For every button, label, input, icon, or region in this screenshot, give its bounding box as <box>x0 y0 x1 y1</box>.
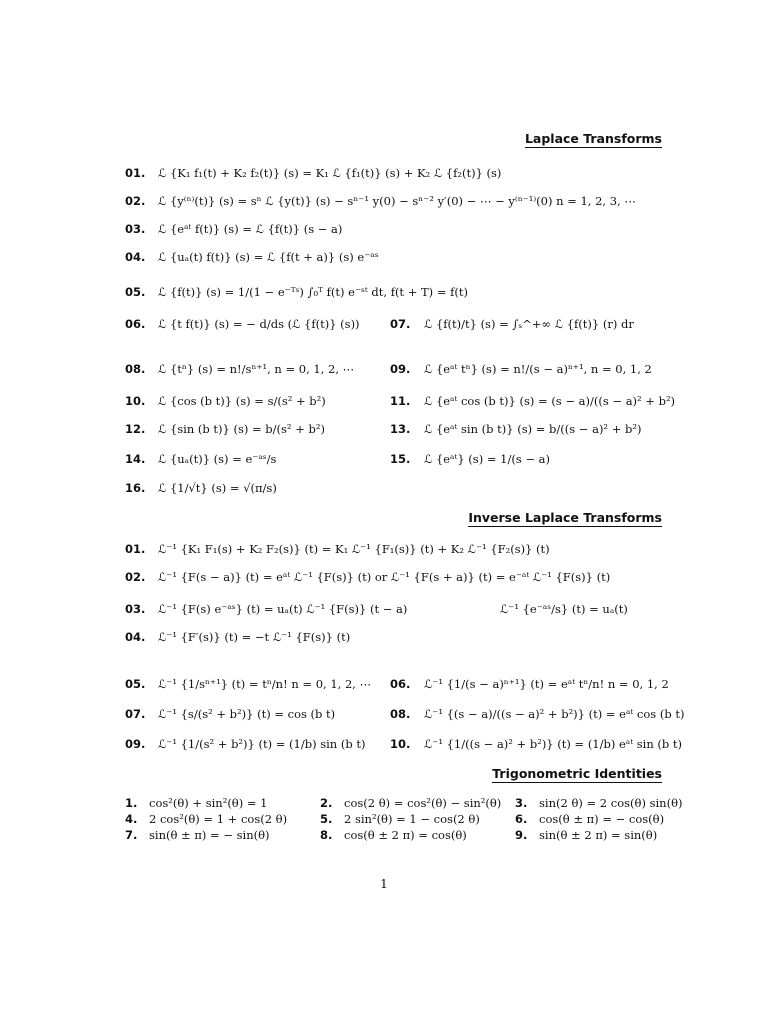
formula: ℒ⁻¹ {1/(s² + b²)} (t) = (1/b) sin (b t) <box>158 737 366 751</box>
formula: ℒ {cos (b t)} (s) = s/(s² + b²) <box>158 394 326 408</box>
item-number: 12. <box>125 422 146 436</box>
formula: sin(θ ± 2 π) = sin(θ) <box>539 828 658 842</box>
formula: ℒ {t f(t)} (s) = − d/ds (ℒ {f(t)} (s)) <box>158 317 360 331</box>
formula: ℒ⁻¹ {F(s) e⁻ᵃˢ} (t) = uₐ(t) ℒ⁻¹ {F(s)} (t − a) <box>158 602 408 616</box>
formula: cos²(θ) + sin²(θ) = 1 <box>149 796 268 810</box>
item-number: 1. <box>125 796 138 810</box>
item-number: 14. <box>125 452 146 466</box>
item-number: 11. <box>390 394 411 408</box>
formula: cos(θ ± π) = − cos(θ) <box>539 812 665 826</box>
trig-identity <box>125 828 270 842</box>
formula: ℒ {eᵃᵗ sin (b t)} (s) = b/((s − a)² + b²) <box>424 422 642 436</box>
item-number: 01. <box>125 166 146 180</box>
item-number: 04. <box>125 250 146 264</box>
item-number: 15. <box>390 452 411 466</box>
trig-identity <box>320 796 501 810</box>
trig-identity <box>515 828 657 842</box>
item-number: 9. <box>515 828 528 842</box>
formula: ℒ {eᵃᵗ cos (b t)} (s) = (s − a)/((s − a)² + b²) <box>424 394 676 408</box>
formula: ℒ {sin (b t)} (s) = b/(s² + b²) <box>158 422 325 436</box>
item-number: 01. <box>125 542 146 556</box>
formula: ℒ {eᵃᵗ tⁿ} (s) = n!/(s − a)ⁿ⁺¹, n = 0, 1, 2 <box>424 362 652 376</box>
formula: ℒ {tⁿ} (s) = n!/sⁿ⁺¹, n = 0, 1, 2, ⋯ <box>158 362 355 376</box>
item-number: 16. <box>125 481 146 495</box>
trig-identity <box>125 812 287 826</box>
item-number: 6. <box>515 812 528 826</box>
formula: ℒ {f(t)} (s) = 1/(1 − e⁻ᵀˢ) ∫₀ᵀ f(t) e⁻ˢᵗ dt, f(t + T) = f(t) <box>158 285 468 299</box>
trig-identity <box>125 796 267 810</box>
trig-identity <box>515 796 682 810</box>
formula: 2 sin²(θ) = 1 − cos(2 θ) <box>344 812 480 826</box>
formula: sin(θ ± π) = − sin(θ) <box>149 828 270 842</box>
item-number: 07. <box>125 707 146 721</box>
item-number: 09. <box>125 737 146 751</box>
formula: sin(2 θ) = 2 cos(θ) sin(θ) <box>539 796 683 810</box>
formula: ℒ⁻¹ {1/(s − a)ⁿ⁺¹} (t) = eᵃᵗ tⁿ/n! n = 0, 1, 2 <box>424 677 669 691</box>
formula: ℒ⁻¹ {K₁ F₁(s) + K₂ F₂(s)} (t) = K₁ ℒ⁻¹ {F₁(s)} (t) + K₂ ℒ⁻¹ {F₂(s)} (t) <box>158 542 550 556</box>
item-number: 02. <box>125 194 146 208</box>
item-number: 06. <box>125 317 146 331</box>
formula: ℒ⁻¹ {1/sⁿ⁺¹} (t) = tⁿ/n! n = 0, 1, 2, ⋯ <box>158 677 372 691</box>
formula: ℒ⁻¹ {1/((s − a)² + b²)} (t) = (1/b) eᵃᵗ sin (b t) <box>424 737 682 751</box>
item-number: 10. <box>390 737 411 751</box>
formula: 2 cos²(θ) = 1 + cos(2 θ) <box>149 812 288 826</box>
item-number: 08. <box>125 362 146 376</box>
formula: ℒ {eᵃᵗ f(t)} (s) = ℒ {f(t)} (s − a) <box>158 222 343 236</box>
trig-identity <box>515 812 664 826</box>
item-number: 7. <box>125 828 138 842</box>
formula: ℒ {uₐ(t)} (s) = e⁻ᵃˢ/s <box>158 452 277 466</box>
section-title-inverse-laplace: Inverse Laplace Transforms <box>468 510 662 525</box>
formula: ℒ⁻¹ {s/(s² + b²)} (t) = cos (b t) <box>158 707 336 721</box>
item-number: 5. <box>320 812 333 826</box>
formula: cos(θ ± 2 π) = cos(θ) <box>344 828 467 842</box>
formula: ℒ {uₐ(t) f(t)} (s) = ℒ {f(t + a)} (s) e⁻ᵃˢ <box>158 250 379 264</box>
item-number: 13. <box>390 422 411 436</box>
item-number: 05. <box>125 285 146 299</box>
formula: ℒ {1/√t} (s) = √(π/s) <box>158 481 277 495</box>
item-number: 4. <box>125 812 138 826</box>
item-number: 04. <box>125 630 146 644</box>
item-number: 02. <box>125 570 146 584</box>
item-number: 2. <box>320 796 333 810</box>
item-number: 3. <box>515 796 528 810</box>
item-number: 05. <box>125 677 146 691</box>
trig-identity <box>320 828 467 842</box>
item-number: 08. <box>390 707 411 721</box>
formula: ℒ⁻¹ {e⁻ᵃˢ/s} (t) = uₐ(t) <box>500 602 628 616</box>
formula: ℒ {f(t)/t} (s) = ∫ₛ^+∞ ℒ {f(t)} (r) dr <box>424 317 634 331</box>
section-title-laplace: Laplace Transforms <box>524 131 662 146</box>
formula: ℒ⁻¹ {F(s − a)} (t) = eᵃᵗ ℒ⁻¹ {F(s)} (t) or ℒ⁻¹ {F(s + a)} (t) = e⁻ᵃᵗ ℒ⁻¹ {F(s)} (t) <box>158 570 611 584</box>
formula: ℒ⁻¹ {F′(s)} (t) = −t ℒ⁻¹ {F(s)} (t) <box>158 630 351 644</box>
formula: ℒ {y⁽ⁿ⁾(t)} (s) = sⁿ ℒ {y(t)} (s) − sⁿ⁻¹ y(0) − sⁿ⁻² y′(0) − ⋯ − y⁽ⁿ⁻¹⁾(0) n = 1, 2, 3, ⋯ <box>158 194 636 208</box>
page-number: 1 <box>380 877 388 891</box>
formula: cos(2 θ) = cos²(θ) − sin²(θ) <box>344 796 502 810</box>
formula: ℒ⁻¹ {(s − a)/((s − a)² + b²)} (t) = eᵃᵗ cos (b t) <box>424 707 685 721</box>
item-number: 09. <box>390 362 411 376</box>
formula: ℒ {K₁ f₁(t) + K₂ f₂(t)} (s) = K₁ ℒ {f₁(t)} (s) + K₂ ℒ {f₂(t)} (s) <box>158 166 502 180</box>
item-number: 10. <box>125 394 146 408</box>
item-number: 07. <box>390 317 411 331</box>
item-number: 8. <box>320 828 333 842</box>
item-number: 03. <box>125 602 146 616</box>
item-number: 06. <box>390 677 411 691</box>
trig-identity <box>320 812 480 826</box>
section-title-trig: Trigonometric Identities <box>492 766 662 781</box>
formula: ℒ {eᵃᵗ} (s) = 1/(s − a) <box>424 452 550 466</box>
item-number: 03. <box>125 222 146 236</box>
